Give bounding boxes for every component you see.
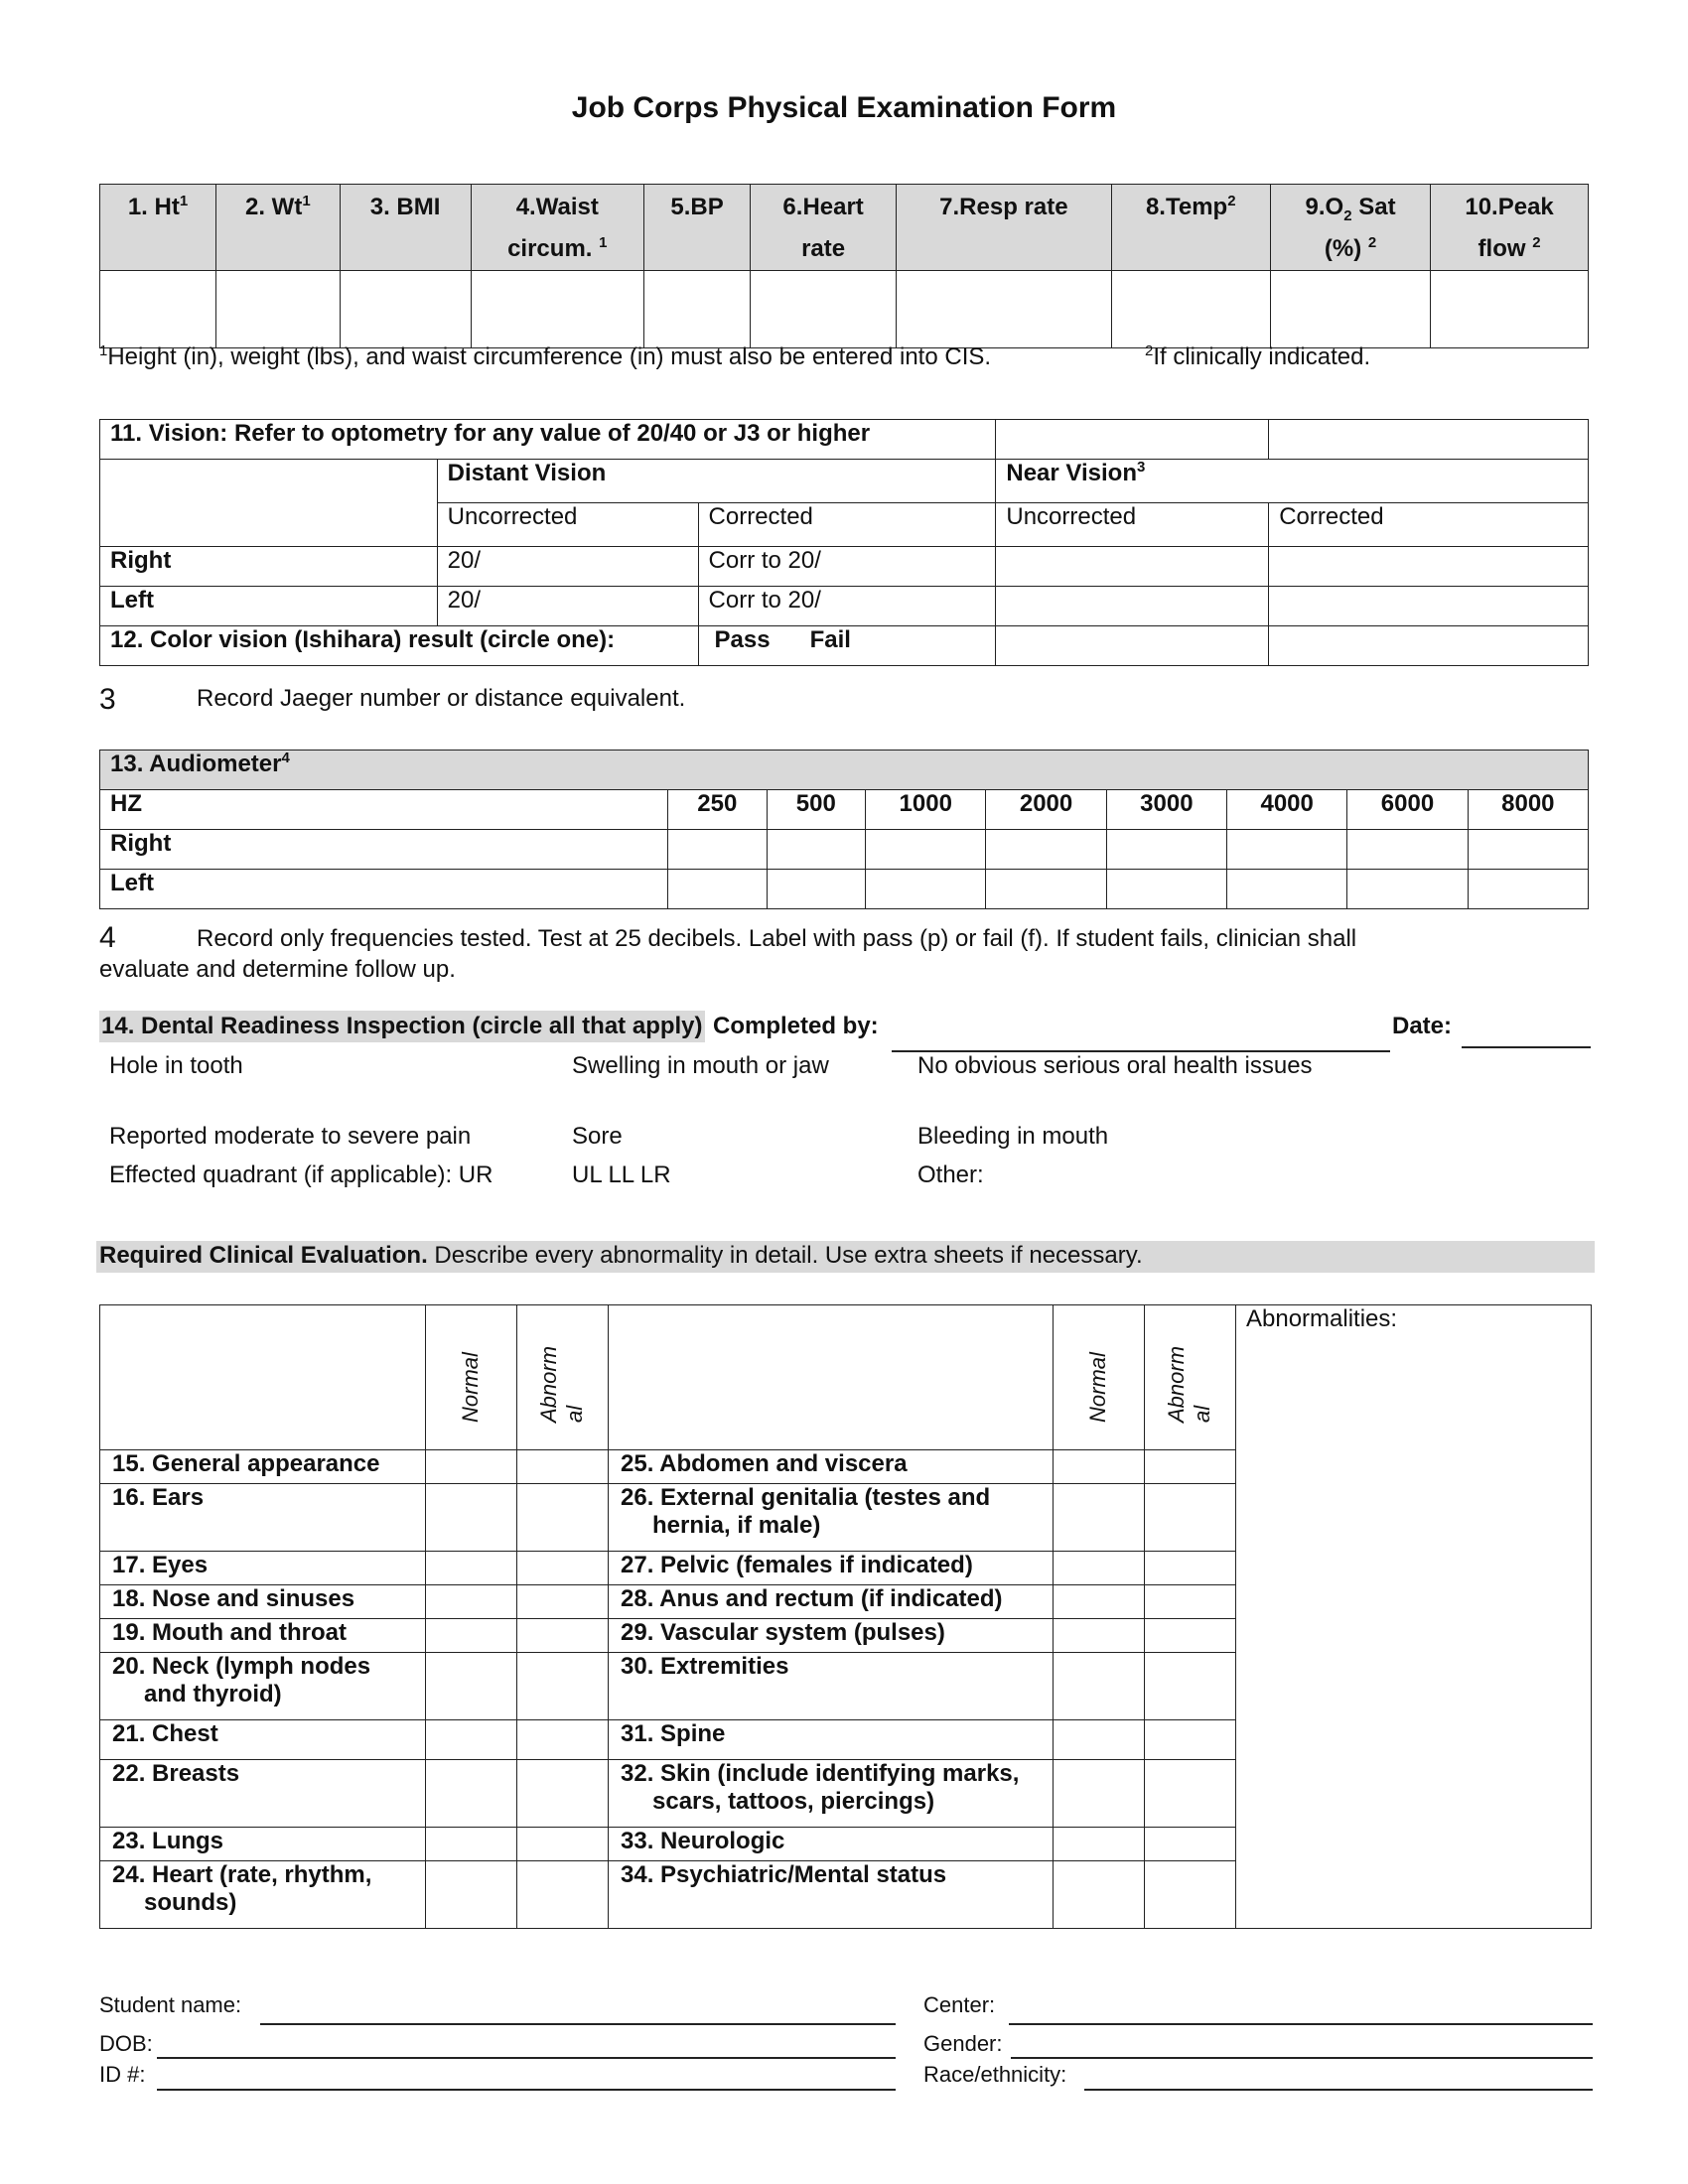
- exam-item-left: 16. Ears: [100, 1484, 426, 1552]
- normal-check-left[interactable]: [426, 1828, 517, 1861]
- normal-header-right: Normal: [1054, 1305, 1145, 1450]
- color-vision-empty: [1269, 626, 1589, 666]
- exam-item-right: 31. Spine: [609, 1720, 1054, 1760]
- race-line[interactable]: [1084, 2089, 1593, 2091]
- abnormal-check-left[interactable]: [517, 1585, 609, 1619]
- abnormalities-cell[interactable]: [1236, 1305, 1592, 1929]
- vision-empty-cell: [996, 420, 1269, 460]
- gender-line[interactable]: [1011, 2057, 1593, 2059]
- normal-check-left[interactable]: [426, 1861, 517, 1929]
- normal-check-left[interactable]: [426, 1720, 517, 1760]
- vitals-footnote-1: $^1$Height (in), weight (lbs), and waist circumference (in) must also be entered into CIS.: [99, 342, 992, 370]
- vision-blank-cell: [100, 460, 438, 547]
- vitals-footnote-2: $^2$If clinically indicated.: [1145, 342, 1371, 370]
- clinical-table: [99, 1304, 1592, 1929]
- left-ear-8000-cell[interactable]: [1468, 870, 1588, 909]
- exam-item-left: 15. General appearance: [100, 1450, 426, 1484]
- normal-check-left[interactable]: [426, 1653, 517, 1720]
- dental-hole[interactable]: Hole in tooth: [109, 1052, 243, 1079]
- abnormal-check-right[interactable]: [1145, 1760, 1236, 1828]
- student-name-line[interactable]: [260, 2023, 896, 2025]
- freq-header-2000: 2000: [986, 790, 1106, 830]
- right-uncorrected-value[interactable]: 20/: [437, 547, 698, 587]
- dental-swelling[interactable]: Swelling in mouth or jaw: [572, 1052, 829, 1079]
- vitals-value-5[interactable]: [644, 271, 751, 348]
- exam-item-left: 23. Lungs: [100, 1828, 426, 1861]
- gender-label: Gender:: [923, 2031, 1003, 2056]
- near-corrected-header: Corrected: [1269, 503, 1589, 547]
- right-ear-500-cell[interactable]: [767, 830, 866, 870]
- color-vision-empty: [996, 626, 1269, 666]
- date-line[interactable]: [1462, 1046, 1591, 1048]
- abnormal-check-right[interactable]: [1145, 1619, 1236, 1653]
- left-ear-500-cell[interactable]: [767, 870, 866, 909]
- dental-no-issues[interactable]: No obvious serious oral health issues: [917, 1052, 1313, 1079]
- freq-header-6000: 6000: [1347, 790, 1468, 830]
- exam-item-left: 19. Mouth and throat: [100, 1619, 426, 1653]
- left-near-corrected[interactable]: [1269, 587, 1589, 626]
- vitals-header-3: 3. BMI: [340, 185, 471, 271]
- vitals-value-4[interactable]: [471, 271, 644, 348]
- freq-header-3000: 3000: [1106, 790, 1226, 830]
- dental-pain[interactable]: Reported moderate to severe pain: [109, 1123, 472, 1150]
- vision-title: 11. Vision: Refer to optometry for any value of 20/40 or J3 or higher: [100, 420, 996, 460]
- normal-check-right[interactable]: [1054, 1828, 1145, 1861]
- audiometer-title: 13. Audiometer$^4$: [100, 751, 1589, 790]
- right-near-corrected[interactable]: [1269, 547, 1589, 587]
- hz-label: HZ: [100, 790, 668, 830]
- abnormal-check-right[interactable]: [1145, 1450, 1236, 1484]
- right-near-uncorrected[interactable]: [996, 547, 1269, 587]
- vision-left-label: Left: [100, 587, 438, 626]
- abnormal-check-right[interactable]: [1145, 1585, 1236, 1619]
- left-ear-2000-cell[interactable]: [986, 870, 1106, 909]
- abnormal-check-right[interactable]: [1145, 1552, 1236, 1585]
- abnormal-check-right[interactable]: [1145, 1720, 1236, 1760]
- right-ear-3000-cell[interactable]: [1106, 830, 1226, 870]
- exam-item-right: 33. Neurologic: [609, 1828, 1054, 1861]
- normal-check-right[interactable]: [1054, 1619, 1145, 1653]
- vitals-value-7[interactable]: [897, 271, 1111, 348]
- distant-vision-header: Distant Vision: [437, 460, 996, 503]
- exam-item-right: 26. External genitalia (testes and hernia, if male): [609, 1484, 1054, 1552]
- vision-right-label: Right: [100, 547, 438, 587]
- exam-item-left: 21. Chest: [100, 1720, 426, 1760]
- abnormal-check-right[interactable]: [1145, 1828, 1236, 1861]
- dob-label: DOB:: [99, 2031, 153, 2056]
- normal-check-left[interactable]: [426, 1585, 517, 1619]
- id-label: ID #:: [99, 2062, 146, 2087]
- abnormal-check-left[interactable]: [517, 1450, 609, 1484]
- right-ear-4000-cell[interactable]: [1227, 830, 1347, 870]
- student-name-label: Student name:: [99, 1992, 242, 2017]
- abnormal-header-left: Abnorm al: [517, 1305, 609, 1450]
- normal-check-right[interactable]: [1054, 1861, 1145, 1929]
- normal-check-right[interactable]: [1054, 1760, 1145, 1828]
- left-corrected-value[interactable]: Corr to 20/: [698, 587, 996, 626]
- normal-check-right[interactable]: [1054, 1653, 1145, 1720]
- color-vision-options[interactable]: [698, 626, 996, 666]
- dental-bleeding[interactable]: Bleeding in mouth: [917, 1123, 1109, 1150]
- audiometer-table: [99, 750, 1589, 909]
- exam-item-left: 24. Heart (rate, rhythm, sounds): [100, 1861, 426, 1929]
- left-ear-3000-cell[interactable]: [1106, 870, 1226, 909]
- dental-sore[interactable]: Sore: [572, 1123, 623, 1150]
- center-line[interactable]: [1009, 2023, 1593, 2025]
- vitals-value-9[interactable]: [1271, 271, 1431, 348]
- pass-option[interactable]: Pass: [714, 626, 771, 653]
- right-ear-2000-cell[interactable]: [986, 830, 1106, 870]
- normal-check-right[interactable]: [1054, 1484, 1145, 1552]
- vitals-header-10: 10.Peak flow $^2$: [1431, 185, 1589, 271]
- vitals-value-10[interactable]: [1431, 271, 1589, 348]
- normal-header-left: Normal: [426, 1305, 517, 1450]
- audio-footnote-line2: evaluate and determine follow up.: [99, 956, 456, 983]
- abnormal-check-left[interactable]: [517, 1861, 609, 1929]
- abnormal-check-right[interactable]: [1145, 1653, 1236, 1720]
- dental-quadrant[interactable]: Effected quadrant (if applicable): UR: [109, 1161, 493, 1188]
- exam-item-right: 34. Psychiatric/Mental status: [609, 1861, 1054, 1929]
- vision-table: [99, 419, 1589, 666]
- dental-quadrants-rest[interactable]: UL LL LR: [572, 1161, 671, 1188]
- right-ear-1000-cell[interactable]: [866, 830, 986, 870]
- center-label: Center:: [923, 1992, 996, 2017]
- clinical-blank-header: [100, 1305, 426, 1450]
- vitals-header-7: 7.Resp rate: [897, 185, 1111, 271]
- normal-check-left[interactable]: [426, 1552, 517, 1585]
- distant-uncorrected-header: Uncorrected: [437, 503, 698, 547]
- audio-right-label: Right: [100, 830, 668, 870]
- color-vision-label: 12. Color vision (Ishihara) result (circle one):: [100, 626, 699, 666]
- freq-header-500: 500: [767, 790, 866, 830]
- page-title: Job Corps Physical Examination Form: [571, 91, 1117, 124]
- vitals-value-6[interactable]: [751, 271, 897, 348]
- vitals-value-2[interactable]: [216, 271, 341, 348]
- right-corrected-value[interactable]: Corr to 20/: [698, 547, 996, 587]
- abnormal-check-right[interactable]: [1145, 1861, 1236, 1929]
- vitals-header-6: 6.Heart rate: [751, 185, 897, 271]
- freq-header-1000: 1000: [866, 790, 986, 830]
- left-near-uncorrected[interactable]: [996, 587, 1269, 626]
- vision-empty-cell: [1269, 420, 1589, 460]
- abnormal-check-left[interactable]: [517, 1552, 609, 1585]
- abnormal-check-left[interactable]: [517, 1653, 609, 1720]
- abnormal-check-left[interactable]: [517, 1760, 609, 1828]
- right-ear-8000-cell[interactable]: [1468, 830, 1588, 870]
- dob-line[interactable]: [157, 2057, 896, 2059]
- normal-check-left[interactable]: [426, 1450, 517, 1484]
- left-uncorrected-value[interactable]: 20/: [437, 587, 698, 626]
- left-ear-4000-cell[interactable]: [1227, 870, 1347, 909]
- abnormal-check-left[interactable]: [517, 1828, 609, 1861]
- distant-corrected-header: Corrected: [698, 503, 996, 547]
- id-line[interactable]: [157, 2089, 896, 2091]
- right-ear-6000-cell[interactable]: [1347, 830, 1468, 870]
- abnormal-check-left[interactable]: [517, 1484, 609, 1552]
- normal-check-right[interactable]: [1054, 1450, 1145, 1484]
- vitals-header-9: $9.O_2$ Sat (%) $^2$: [1271, 185, 1431, 271]
- abnormal-check-left[interactable]: [517, 1720, 609, 1760]
- near-vision-header: Near Vision$^3$: [996, 460, 1589, 503]
- vision-footnote-mark: 3: [99, 683, 116, 716]
- exam-item-left: 17. Eyes: [100, 1552, 426, 1585]
- left-ear-1000-cell[interactable]: [866, 870, 986, 909]
- normal-check-left[interactable]: [426, 1760, 517, 1828]
- exam-item-left: 20. Neck (lymph nodes and thyroid): [100, 1653, 426, 1720]
- normal-check-left[interactable]: [426, 1619, 517, 1653]
- exam-item-right: 32. Skin (include identifying marks, scars, tattoos, piercings): [609, 1760, 1054, 1828]
- abnormal-check-right[interactable]: [1145, 1484, 1236, 1552]
- dental-title: 14. Dental Readiness Inspection (circle all that apply): [99, 1011, 705, 1042]
- vitals-value-3[interactable]: [340, 271, 471, 348]
- exam-item-right: 27. Pelvic (females if indicated): [609, 1552, 1054, 1585]
- abnormalities-label: Abnormalities:: [1246, 1305, 1398, 1332]
- abnormal-check-left[interactable]: [517, 1619, 609, 1653]
- abnormal-header-right: Abnorm al: [1145, 1305, 1236, 1450]
- fail-option[interactable]: Fail: [809, 626, 851, 653]
- clinical-blank-header: [609, 1305, 1054, 1450]
- left-ear-250-cell[interactable]: [668, 870, 768, 909]
- audio-left-label: Left: [100, 870, 668, 909]
- exam-item-right: 25. Abdomen and viscera: [609, 1450, 1054, 1484]
- freq-header-4000: 4000: [1227, 790, 1347, 830]
- race-label: Race/ethnicity:: [923, 2062, 1067, 2087]
- vitals-header-1: 1. Ht$^1$: [100, 185, 216, 271]
- exam-item-right: 30. Extremities: [609, 1653, 1054, 1720]
- completed-by-label: Completed by:: [713, 1013, 879, 1039]
- vision-footnote: Record Jaeger number or distance equivalent.: [197, 685, 686, 712]
- right-ear-250-cell[interactable]: [668, 830, 768, 870]
- vitals-table: [99, 184, 1589, 348]
- audio-footnote-line1: Record only frequencies tested. Test at 25 decibels. Label with pass (p) or fail (f). If student fails, clinician shall: [197, 925, 1357, 952]
- near-uncorrected-header: Uncorrected: [996, 503, 1269, 547]
- vitals-header-2: 2. Wt$^1$: [216, 185, 341, 271]
- normal-check-right[interactable]: [1054, 1552, 1145, 1585]
- normal-check-right[interactable]: [1054, 1585, 1145, 1619]
- vitals-header-4: 4.Waist circum. $^1$: [471, 185, 644, 271]
- freq-header-8000: 8000: [1468, 790, 1588, 830]
- vitals-value-1[interactable]: [100, 271, 216, 348]
- freq-header-250: 250: [668, 790, 768, 830]
- clinical-title: Required Clinical Evaluation. Describe every abnormality in detail. Use extra sheets if necessary.: [96, 1241, 1595, 1273]
- audio-footnote-mark: 4: [99, 921, 116, 954]
- exam-item-right: 29. Vascular system (pulses): [609, 1619, 1054, 1653]
- vitals-header-8: 8.Temp$^2$: [1111, 185, 1270, 271]
- exam-item-left: 18. Nose and sinuses: [100, 1585, 426, 1619]
- date-label: Date:: [1392, 1013, 1453, 1039]
- normal-check-left[interactable]: [426, 1484, 517, 1552]
- exam-item-right: 28. Anus and rectum (if indicated): [609, 1585, 1054, 1619]
- dental-other[interactable]: Other:: [917, 1161, 984, 1188]
- left-ear-6000-cell[interactable]: [1347, 870, 1468, 909]
- exam-item-left: 22. Breasts: [100, 1760, 426, 1828]
- normal-check-right[interactable]: [1054, 1720, 1145, 1760]
- vitals-header-5: 5.BP: [644, 185, 751, 271]
- vitals-value-8[interactable]: [1111, 271, 1270, 348]
